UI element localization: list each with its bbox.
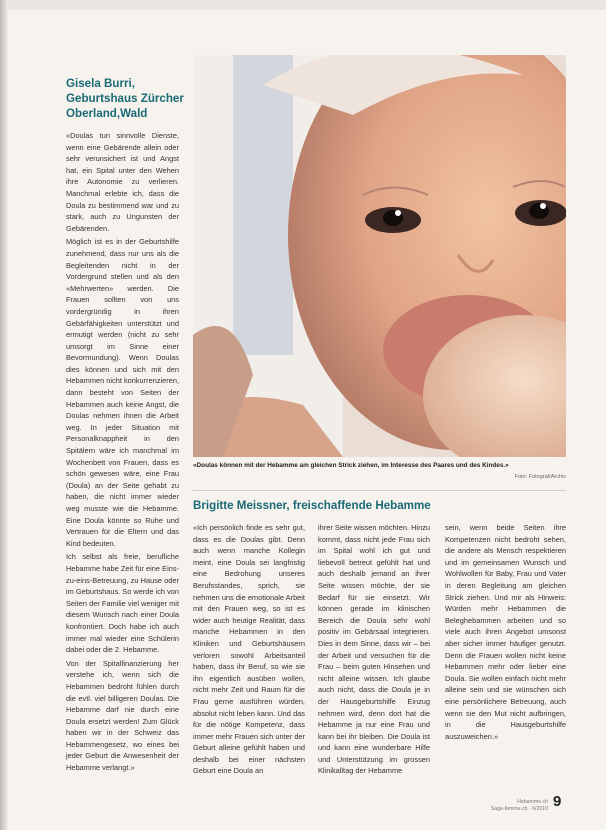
section2-text-column-1 bbox=[193, 522, 305, 779]
section1-paragraph: Möglich ist es in der Geburtshilfe zunehmend, dass nur uns als die Begleitenden nicht in der Vordergrund stellen und als den «Mehrwerten» werden. Die Frauen sollten von uns vordergründig in ihren Gebärfähigkeiten unterstützt und ermutigt werden (nicht zu sehr umsorgt im Sinne einer Bevormundung). Wenn Doulas dies können und sich mit den Hebammen nicht konkurrenzieren, dann besteht von Seiten der Hebammen auch keine Angst, die Doulas nehmen ihnen die Arbeit weg. In jeder Situation mit Personalknappheit in den Spitälern wäre ich manchmal im Wochenbett von Frauen, dass es schön gewesen wäre, eine Frau (Doula) an der Seite gehabt zu haben, die nicht immer wieder weg musste wie die Hebamme. Eine Doula könnte so Ruhe und Vertrauen für die Eltern und das Kind bedeuten. bbox=[66, 237, 179, 548]
section1-paragraph: «Doulas tun sinnvolle Dienste, wenn eine Gebärende allein oder sehr verunsichert ist und Angst hat, ein Spital unter den Wehen ihre Autonomie zu verlieren. Manchmal erlebte ich, dass die Doula zu bestimmend war und zu stark, auch zu Ungunsten der Gebärenden. bbox=[66, 131, 179, 233]
section2-paragraph: sein, wenn beide Seiten ihre Kompetenzen nicht bedroht sehen, die andere als Mensch respektieren und im gemeinsamen Wunsch und Wohlwollen für Baby, Frau und Vater in deren Begleitung am gleichen Strick ziehen. Und mir als Hinweis: Würden mehr Hebammen die Beleghebammen arbeiten und so viele auch ihren Angebot umsonst aber sicher immer häufiger genutzt. Denn die Frauen wollen nicht keine Hebammen mehr oder lieber eine Doula. Sie wollen einfach nicht mehr alleine sein und sie wünschen sich eine persönlichere Betreuung, auch wenn sie den Mut nicht aufbringen, in die Hausgeburtshilfe auszuweichen.» bbox=[445, 523, 566, 741]
photo-caption: «Doulas können mit der Hebamme am gleichen Strick ziehen, im Interesse des Paares und des Kindes.» bbox=[193, 462, 509, 469]
scan-margin-left bbox=[0, 0, 8, 830]
section1-paragraph: Ich selbst als freie, berufliche Hebamme habe Zeit für eine Eins-zu-eins-Betreuung, zu Hause oder im Geburtshaus. So werde ich von Seiten der Familie viel weniger mit diesem Wunsch nach einer Doula konfrontiert. Doch habe ich auch immer mal wieder eine Schülerin dabei oder die 2. Hebamme. bbox=[66, 552, 179, 655]
baby-photo bbox=[193, 55, 566, 457]
page-number: 9 bbox=[553, 793, 562, 810]
section2-paragraph: «Ich persönlich finde es sehr gut, dass es die Doulas gibt. Denn auch wenn manche Kollegin meint, eine Doula sei langfristig eine Bedrohung unseres Berufsstandes, sprich, sie nehmen uns die emotionale Arbeit mit den Frauen weg, so ist es wider auch heutige Realität, dass manche Hebammen in den Kliniken und Geburtshäusern verloren sowohl Arbeitsanteil haben, dass ihr Beruf, so wie sie ihn eigentlich ausüben wollen, nicht mehr Zeit und Raum für die Frau gerne ausführen würden, absolut nicht leben kann. Und das für die nötige Kompetenz, dass immer mehr Frauen sich unter der Geburt alleine gefühlt haben und deshalb bei einer nächsten Geburt eine Doula an bbox=[193, 523, 305, 776]
section2-paragraph: ihrer Seite wissen möchten. Hinzu kommt, dass nicht jede Frau sich im Spital wohl ich gut und liebevoll betreut gefühlt hat und auch deshalb jemand an ihrer Seite wissen möchte, der sie Bedarf für sie einsetzt. Wir können gerade im klinischen Bereich die Doula sehr wohl positiv im Gebärsaal integrieren. Dies in dem Sinne, dass wir – bei der Arbeit und versuchen für die Frau – beim guten Hinsehen und nicht alleine wissen. Ich glaube auch nicht, dass die Doula je in der Hausgeburtshilfe Einzug nehmen wird, denn dort hat die Hebamme ja nur eine Frau und kann bei ihr bleiben. Die Doula ist und kann eine wunderbare Hilfe und Unterstützung im grossen Klinikalltag der Hebamme bbox=[318, 523, 430, 776]
footer-publication-name: Hebamme.ch bbox=[517, 799, 548, 805]
section2-text-column-2 bbox=[318, 522, 430, 779]
section1-heading: Gisela Burri, Geburtshaus Zürcher Oberland,Wald bbox=[66, 77, 184, 120]
scan-margin-top bbox=[0, 0, 606, 10]
photo-credit: Foto: Fotograf/Archiv bbox=[514, 474, 566, 480]
section-divider bbox=[193, 490, 566, 491]
footer-publication bbox=[470, 799, 548, 813]
section1-text-column bbox=[66, 130, 179, 776]
footer-issue: Sage-femme.ch · 6/2010 bbox=[490, 806, 548, 812]
section2-heading: Brigitte Meissner, freischaffende Hebamme bbox=[193, 499, 431, 512]
section1-paragraph: Von der Spitalfinanzierung her verstehe ich, wenn sich die Hebammen bedroht fühlen durch die evtl. viel billigeren Doulas. Die Hebamme darf nie durch eine Doula ersetzt werden! Zum Glück haben wir in der Schweiz das Hebammengesetz, wo eines bei jeder Geburt die Anwesenheit der Hebamme verlangt.» bbox=[66, 658, 179, 773]
section2-text-column-3 bbox=[445, 522, 566, 744]
